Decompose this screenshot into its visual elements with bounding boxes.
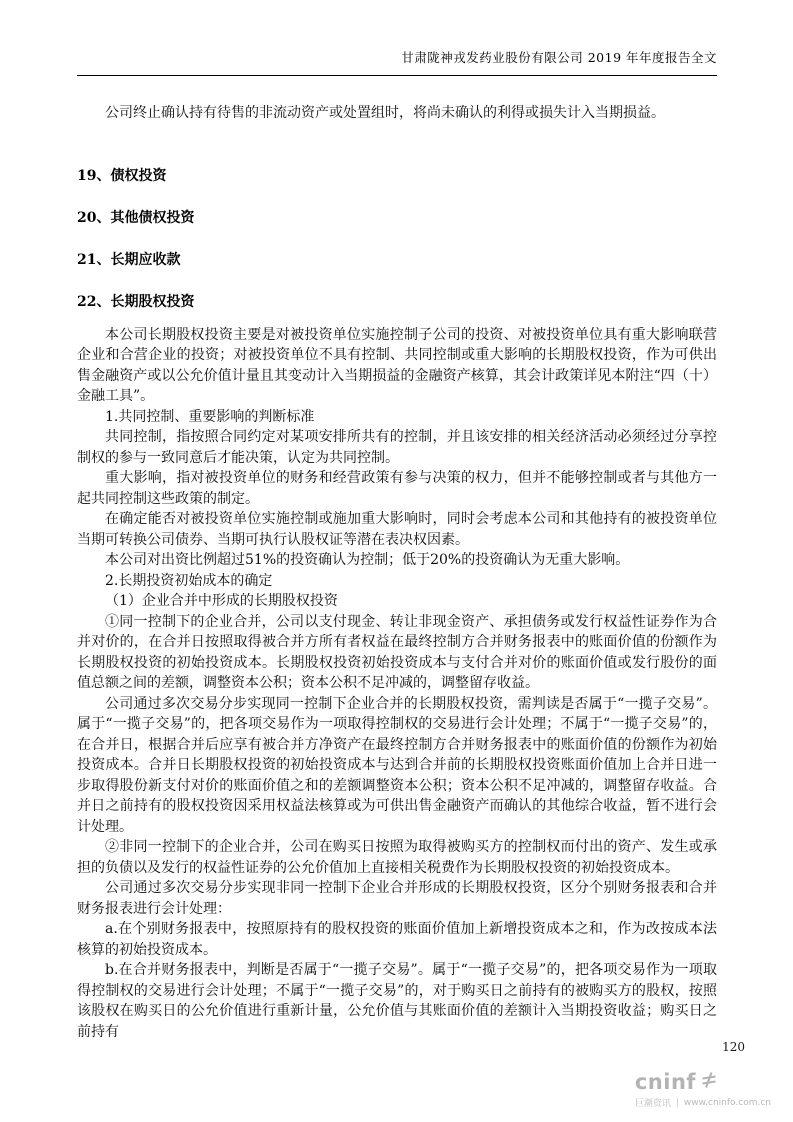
- paragraph: 公司通过多次交易分步实现同一控制下企业合并的长期股权投资，需判读是否属于“一揽子交易”。属于“一揽子交易”的，把各项交易作为一项取得控制权的交易进行会计处理；不属于“一揽子交易”的，在合并日，根据合并后应享有被合并方净资产在最终控制方合并财务报表中的账面价值的份额作为初始投资成本。合并日长期股权投资的初始投资成本与达到合并前的长期股权投资账面价值加上合并日进一步取得股份新支付对价的账面价值之和的差额调整资本公积；资本公积不足冲减的，调整留存收益。合并日之前持有的股权投资因采用权益法核算或为可供出售金融资产而确认的其他综合收益，暂不进行会计处理。: [77, 695, 717, 835]
- paragraph: 1.共同控制、重要影响的判断标准: [105, 408, 315, 425]
- paragraph: （1）企业合并中形成的长期股权投资: [105, 593, 338, 609]
- cninfo-logo-row: [635, 1070, 771, 1094]
- logo-divider: |: [675, 1097, 679, 1108]
- section-heading-19: 19、债权投资: [77, 167, 167, 184]
- cninfo-brand-cn: 巨潮资讯: [634, 1099, 671, 1109]
- section-heading-20: 20、其他债权投资: [77, 209, 195, 226]
- paragraph: ①同一控制下的企业合并，公司以支付现金、转让非现金资产、承担债务或发行权益性证券作为合并对价的，在合并日按照取得被合并方所有者权益在最终控制方合并财务报表中的账面价值的份额作为长期股权投资的初始投资成本。长期股权投资初始投资成本与支付合并对价的账面价值或发行股份的面值总额之间的差额，调整资本公积；资本公积不足冲减的，调整留存收益。: [77, 613, 717, 691]
- paragraph: 公司通过多次交易分步实现非同一控制下企业合并形成的长期股权投资，区分个别财务报表和合并财务报表进行会计处理：: [77, 880, 717, 917]
- paragraph: 共同控制，指按照合同约定对某项安排所共有的控制，并且该安排的相关经济活动必须经过分享控制权的参与一致同意后才能决策，认定为共同控制。: [77, 429, 717, 466]
- cninfo-logo-text: cninf: [634, 1070, 697, 1094]
- paragraph: 本公司长期股权投资主要是对被投资单位实施控制子公司的投资、对被投资单位具有重大影响联营企业和合营企业的投资；对被投资单位不具有控制、共同控制或重大影响的长期股权投资，作为可供出售金融资产或以公允价值计量且其变动计入当期损益的金融资产核算，其会计政策详见本附注“四（十）金融工具”。: [77, 326, 717, 404]
- section-heading-22: 22、长期股权投资: [77, 293, 195, 310]
- paragraph: a.在个别财务报表中，按照原持有的股权投资的账面价值加上新增投资成本之和，作为改按成本法核算的初始投资成本。: [77, 921, 717, 958]
- paragraph: 本公司对出资比例超过51%的投资确认为控制；低于20%的投资确认为无重大影响。: [105, 552, 630, 568]
- header-divider: [77, 75, 717, 76]
- page-number: 120: [722, 1040, 745, 1054]
- paragraph: 2.长期投资初始成本的确定: [105, 572, 273, 589]
- section-heading-21: 21、长期应收款: [77, 251, 181, 268]
- cninfo-logo: [635, 1070, 771, 1109]
- paragraph: b.在合并财务报表中，判断是否属于“一揽子交易”。属于“一揽子交易”的，把各项交易作为一项取得控制权的交易进行会计处理；不属于“一揽子交易”的，对于购买日之前持有的被购买方的股权，按照该股权在购买日的公允价值进行重新计量，公允价值与其账面价值的差额计入当期投资收益；购买日之前持有: [77, 962, 717, 1040]
- cninfo-logo-icon: [700, 1071, 718, 1093]
- cninfo-logo-subtitle: [635, 1096, 771, 1109]
- intro-paragraph: 公司终止确认持有待售的非流动资产或处置组时，将尚未确认的利得或损失计入当期损益。: [105, 105, 665, 121]
- report-header-title: 甘肃陇神戎发药业股份有限公司 2019 年年度报告全文: [401, 50, 717, 65]
- paragraph: 重大影响，指对被投资单位的财务和经营政策有参与决策的权力，但并不能够控制或者与其他方一起共同控制这些政策的制定。: [77, 470, 717, 507]
- paragraph: ②非同一控制下的企业合并，公司在购买日按照为取得被购买方的控制权而付出的资产、发生或承担的负债以及发行的权益性证券的公允价值加上直接相关税费作为长期股权投资的初始投资成本。: [77, 839, 717, 876]
- paragraph: 在确定能否对被投资单位实施控制或施加重大影响时，同时会考虑本公司和其他持有的被投资单位当期可转换公司债券、当期可执行认股权证等潜在表决权因素。: [77, 511, 717, 548]
- cninfo-site-url: www.cninfo.com.cn: [683, 1097, 771, 1108]
